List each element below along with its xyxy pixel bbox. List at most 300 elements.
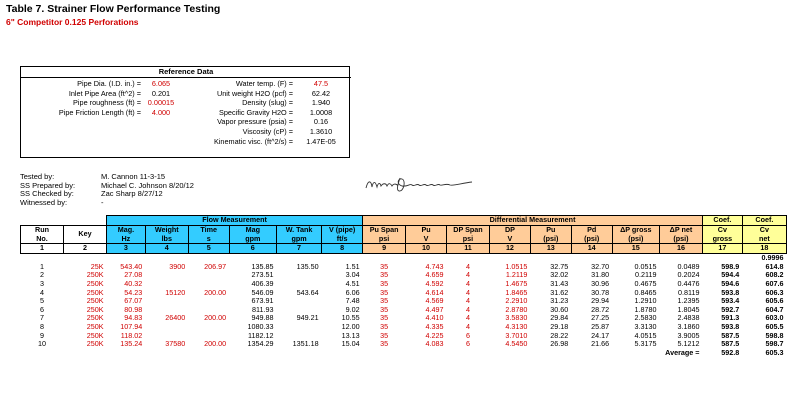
column-number: 3 (107, 244, 146, 254)
table-cell: 591.3 (721, 314, 740, 323)
column-header-line2: Hz (121, 233, 131, 243)
reference-value: 1.3610 (309, 127, 333, 136)
column-header-line1: Cv (759, 225, 769, 234)
table-cell: 0.8119 (678, 288, 700, 297)
column-number: 12 (490, 244, 531, 254)
table-row (21, 323, 787, 332)
table-row (21, 271, 787, 280)
column-header-line1: W. Tank (285, 225, 313, 234)
table-cell: 1.8780 (634, 305, 657, 314)
table-cell: 406.39 (251, 279, 274, 288)
table-cell: 4.659 (425, 271, 444, 280)
table-cell: 587.5 (721, 340, 740, 349)
column-header (571, 226, 612, 244)
column-header (406, 226, 447, 244)
table-cell: 4.743 (425, 262, 444, 271)
reference-value: 0.00015 (147, 98, 175, 108)
table-cell: 80.98 (124, 305, 143, 314)
tested-label: SS Checked by: (20, 189, 74, 199)
column-number: 15 (612, 244, 659, 254)
column-header (490, 226, 531, 244)
table-cell: 250K (86, 288, 104, 297)
table-cell: 250K (86, 340, 104, 349)
column-header-line2: lbs (161, 233, 172, 243)
table-cell: 605.6 (765, 297, 784, 306)
table-cell: 200.00 (204, 314, 227, 323)
table-cell (276, 323, 321, 332)
average-spacer (21, 349, 613, 358)
table-cell: 135.24 (120, 340, 143, 349)
table-cell: 1.2119 (505, 271, 528, 280)
table-cell: 31.80 (591, 271, 610, 280)
reference-value: 1.0008 (309, 107, 333, 117)
column-number: 4 (145, 244, 188, 254)
table-cell (490, 254, 531, 263)
column-header (742, 226, 786, 244)
differential-measurement-section: Differential Measurement (363, 216, 703, 226)
table-cell: 543.40 (120, 262, 143, 271)
table-cell (276, 280, 321, 289)
table-cell: 250K (86, 297, 104, 306)
table-cell: 4.497 (425, 305, 444, 314)
table-row (21, 263, 787, 272)
column-header-line1: Mag (245, 225, 260, 234)
table-cell: 4.3130 (505, 322, 528, 331)
table-cell: 35 (380, 262, 389, 271)
table-cell (363, 254, 406, 263)
column-header-line2: gross (712, 233, 733, 243)
table-cell: 9 (40, 331, 44, 340)
column-header-line2: gpm (245, 233, 261, 243)
table-cell: 15120 (165, 288, 186, 297)
column-header-line2: (psi) (628, 233, 644, 243)
table-cell: 250K (86, 322, 104, 331)
table-cell (188, 254, 229, 263)
table-cell (702, 254, 742, 263)
column-header-line1: Key (78, 229, 92, 239)
reference-label: Specific Gravity H2O = (218, 107, 293, 117)
table-cell: 0.4476 (677, 279, 700, 288)
column-header-line1: Mag. (117, 225, 135, 234)
column-number: 17 (702, 244, 742, 254)
reference-value: 4.000 (151, 107, 171, 117)
column-number: 18 (742, 244, 786, 254)
column-header-line2: (psi) (584, 233, 600, 243)
table-cell: 594.6 (721, 279, 740, 288)
reference-label: Pipe Friction Length (ft) = (58, 107, 141, 117)
table-cell: 35 (380, 322, 389, 331)
column-number: 2 (64, 244, 107, 254)
column-header-line2: No. (36, 233, 48, 243)
table-cell: 25.87 (591, 322, 610, 331)
table-cell: 31.43 (550, 279, 569, 288)
column-number: 6 (229, 244, 276, 254)
signature-image (362, 174, 482, 196)
reference-data-heading: Reference Data (21, 67, 351, 78)
table-cell: 4 (465, 322, 470, 331)
table-cell (145, 254, 188, 263)
column-header (107, 226, 146, 244)
table-cell: 587.5 (721, 331, 740, 340)
table-cell: 1.0515 (505, 262, 528, 271)
table-cell: 546.09 (251, 288, 274, 297)
table-cell: 614.8 (765, 262, 784, 271)
table-cell: 949.88 (251, 314, 274, 323)
table-cell: 4.410 (425, 314, 444, 323)
table-cell: 25K (90, 262, 104, 271)
table-cell: 6 (465, 340, 470, 349)
table-cell: 5.1212 (677, 340, 700, 349)
table-cell (188, 332, 229, 341)
table-cell: 3.3130 (634, 322, 657, 331)
column-header-line1: Run (35, 225, 49, 234)
table-cell: 35 (380, 340, 389, 349)
average-cv-net: 605.3 (765, 348, 784, 357)
table-cell: 26.98 (550, 340, 569, 349)
column-header-line1: ΔP gross (620, 225, 652, 234)
table-cell: 4 (465, 279, 470, 288)
table-cell: 598.7 (765, 340, 784, 349)
table-cell: 1.51 (345, 262, 360, 271)
reference-value: 47.5 (313, 79, 329, 88)
table-cell: 200.00 (204, 288, 227, 297)
table-cell: 4.083 (425, 340, 444, 349)
table-cell: 598.8 (765, 331, 784, 340)
table-cell: 3900 (169, 262, 186, 271)
table-cell (571, 254, 612, 263)
column-header-line1: DP (504, 225, 515, 234)
table-cell: 5 (40, 297, 44, 306)
coef-net-section: Coef. (742, 216, 786, 226)
table-cell (145, 306, 188, 315)
column-header (64, 226, 107, 244)
column-header (322, 226, 363, 244)
table-cell: 5.3175 (634, 340, 657, 349)
table-cell: 3.1860 (677, 322, 700, 331)
table-cell: 0.2119 (635, 271, 657, 280)
column-header (145, 226, 188, 244)
table-cell: 0.8465 (634, 288, 657, 297)
table-cell: 94.83 (124, 314, 143, 323)
table-cell: 606.3 (765, 288, 784, 297)
reference-data-box (20, 66, 350, 158)
table-cell: 4 (40, 288, 44, 297)
table-cell: 593.8 (721, 288, 740, 297)
table-cell: 10 (38, 340, 46, 349)
table-cell: 35 (380, 314, 389, 323)
table-cell (145, 332, 188, 341)
table-cell (276, 297, 321, 306)
table-cell (188, 280, 229, 289)
table-cell: 27.25 (591, 314, 610, 323)
table-cell: 4.335 (425, 322, 444, 331)
table-cell: 250K (86, 331, 104, 340)
table-cell: 32.75 (550, 262, 569, 271)
table-cell: 32.70 (591, 262, 610, 271)
table-cell: 2.2910 (505, 297, 528, 306)
reference-label: Viscosity (cP) = (242, 127, 293, 136)
table-cell: 15.04 (341, 340, 360, 349)
table-cell: 608.2 (765, 271, 784, 280)
average-row (21, 349, 787, 358)
table-cell (612, 254, 659, 263)
column-header (229, 226, 276, 244)
tested-value: - (101, 198, 104, 208)
table-cell: 2 (40, 271, 44, 280)
table-cell: 673.91 (251, 297, 274, 306)
table-cell: 35 (380, 305, 389, 314)
column-header (659, 226, 702, 244)
table-cell: 0.0515 (634, 262, 657, 271)
column-header (276, 226, 321, 244)
table-cell: 1 (40, 262, 44, 271)
column-header-line1: V (pipe) (328, 225, 356, 234)
column-number: 9 (363, 244, 406, 254)
table-cell: 1182.12 (248, 331, 274, 340)
table-cell: 4.225 (425, 331, 444, 340)
table-cell: 3.04 (345, 271, 360, 280)
table-cell: 29.18 (550, 322, 569, 331)
table-cell: 603.0 (765, 314, 784, 323)
column-header-line2: ft/s (336, 233, 348, 243)
pre-row (21, 254, 787, 263)
table-cell: 4.569 (425, 297, 444, 306)
page-title: Table 7. Strainer Flow Performance Testing (6, 3, 221, 15)
table-cell (188, 297, 229, 306)
table-cell: 7.48 (345, 297, 360, 306)
table-cell: 949.21 (296, 314, 319, 323)
table-cell: 1080.33 (247, 322, 274, 331)
column-number: 16 (659, 244, 702, 254)
table-cell: 135.85 (251, 262, 274, 271)
table-cell (276, 271, 321, 280)
table-cell: 593.4 (721, 297, 740, 306)
table-cell (276, 254, 321, 263)
table-cell: 4 (465, 288, 470, 297)
pre-row-value: 0.9996 (761, 253, 784, 263)
table-cell: 605.5 (765, 322, 784, 331)
table-cell: 3 (40, 279, 44, 288)
table-cell (659, 254, 702, 263)
table-cell: 4.5450 (505, 340, 528, 349)
table-cell: 1354.29 (247, 340, 274, 349)
tested-label: Witnessed by: (20, 198, 68, 208)
table-cell: 35 (380, 297, 389, 306)
table-cell: 1.2395 (677, 297, 700, 306)
table-cell: 3.5830 (505, 314, 528, 323)
column-number: 8 (322, 244, 363, 254)
performance-table (20, 215, 787, 357)
table-cell (229, 254, 276, 263)
table-cell (188, 271, 229, 280)
column-number: 7 (276, 244, 321, 254)
column-header (530, 226, 571, 244)
column-header-row (21, 226, 787, 244)
column-header-line1: Pu (421, 225, 431, 234)
table-row (21, 332, 787, 341)
table-cell: 1.4675 (505, 279, 528, 288)
table-cell: 2.4838 (677, 314, 700, 323)
column-header (188, 226, 229, 244)
column-header-line2: net (758, 233, 770, 243)
table-cell: 35 (380, 288, 389, 297)
table-cell: 2.8780 (505, 305, 528, 314)
column-header-line2: (psi) (673, 233, 689, 243)
column-number: 11 (446, 244, 489, 254)
table-cell: 273.51 (251, 271, 274, 280)
table-cell: 594.4 (721, 271, 740, 280)
table-cell: 29.94 (591, 297, 610, 306)
table-cell: 4 (465, 262, 470, 271)
reference-label: Vapor pressure (psia) = (217, 117, 293, 127)
table-cell (64, 254, 107, 263)
column-header (446, 226, 489, 244)
table-cell: 604.7 (765, 305, 784, 314)
table-cell: 30.96 (591, 279, 610, 288)
table-cell: 250K (86, 305, 104, 314)
table-cell: 24.17 (591, 331, 610, 340)
column-header-line2: psi (462, 233, 474, 243)
reference-value: 62.42 (311, 88, 331, 98)
table-cell: 8 (40, 322, 44, 331)
table-cell: 0.0489 (677, 262, 700, 271)
reference-value: 0.201 (151, 88, 171, 98)
table-cell (406, 254, 447, 263)
table-row (21, 280, 787, 289)
column-header-line1: ΔP net (669, 225, 693, 234)
table-cell: 40.32 (124, 279, 143, 288)
coef-gross-section: Coef. (702, 216, 742, 226)
reference-value: 0.16 (313, 117, 329, 127)
table-cell (276, 306, 321, 315)
table-cell: 30.60 (550, 305, 569, 314)
table-cell: 35 (380, 279, 389, 288)
table-cell: 12.00 (341, 322, 360, 331)
table-cell: 4 (465, 305, 470, 314)
table-cell: 593.8 (721, 322, 740, 331)
table-cell: 543.64 (296, 288, 319, 297)
table-cell (107, 254, 146, 263)
table-cell (188, 323, 229, 332)
column-header-line1: Cv (717, 225, 727, 234)
table-cell: 6.06 (345, 288, 360, 297)
table-cell: 598.9 (721, 262, 740, 271)
table-cell: 30.78 (591, 288, 610, 297)
flow-measurement-section: Flow Measurement (107, 216, 363, 226)
table-cell (21, 254, 64, 263)
table-cell: 2.5830 (634, 314, 657, 323)
page-subtitle: 6" Competitor 0.125 Perforations (6, 17, 139, 27)
table-cell: 6 (40, 305, 44, 314)
table-cell: 27.08 (124, 271, 143, 280)
table-cell: 4.0515 (634, 331, 657, 340)
table-cell: 9.02 (345, 305, 360, 314)
table-cell: 607.6 (765, 279, 784, 288)
column-header-line2: V (423, 233, 429, 243)
table-cell: 6 (465, 331, 470, 340)
tested-value: Michael C. Johnson 8/20/12 (101, 180, 194, 190)
column-header-line1: Weight (154, 225, 179, 234)
column-header-line2: V (507, 233, 513, 243)
table-cell: 4.614 (425, 288, 444, 297)
table-cell (188, 306, 229, 315)
column-header-line1: Pd (587, 225, 597, 234)
table-cell: 592.7 (721, 305, 740, 314)
table-cell (276, 332, 321, 341)
table-cell: 10.55 (341, 314, 360, 323)
table-cell: 1.2910 (634, 297, 657, 306)
column-header-line1: Pu Span (369, 225, 399, 234)
table-cell: 118.02 (120, 331, 143, 340)
table-cell: 1351.18 (292, 340, 319, 349)
reference-value: 1.47E-05 (306, 136, 336, 146)
table-cell: 206.97 (204, 262, 227, 271)
column-header (702, 226, 742, 244)
table-cell (145, 271, 188, 280)
reference-label: Water temp. (F) = (235, 79, 293, 88)
column-header-line1: DP Span (453, 225, 483, 234)
column-number: 10 (406, 244, 447, 254)
tested-label: SS Prepared by: (20, 180, 76, 190)
tested-label: Tested by: (20, 172, 55, 181)
table-cell: 200.00 (204, 340, 227, 349)
table-cell: 4 (465, 271, 470, 280)
table-row (21, 314, 787, 323)
table-cell: 250K (86, 279, 104, 288)
table-cell (446, 254, 489, 263)
column-header-line1: Time (200, 225, 218, 234)
table-cell (145, 280, 188, 289)
table-cell: 67.07 (124, 297, 143, 306)
reference-label: Unit weight H2O (pcf) = (216, 88, 293, 98)
table-cell: 1.8465 (505, 288, 528, 297)
table-cell: 37580 (165, 340, 186, 349)
table-cell (322, 254, 363, 263)
tested-value: M. Cannon 11-3-15 (101, 172, 166, 181)
column-header-line2: s (206, 233, 211, 243)
table-cell: 135.50 (296, 262, 319, 271)
reference-value: 1.940 (311, 98, 331, 108)
table-cell: 31.62 (550, 288, 569, 297)
column-number: 13 (530, 244, 571, 254)
table-row (21, 297, 787, 306)
table-cell: 29.84 (550, 314, 569, 323)
column-header-line2: psi (378, 233, 390, 243)
tested-value: Zac Sharp 8/27/12 (101, 189, 163, 199)
average-cv-gross: 592.8 (721, 348, 740, 357)
table-cell: 32.02 (550, 271, 569, 280)
table-cell: 13.13 (341, 331, 360, 340)
average-label: Average = (665, 348, 700, 357)
table-cell: 28.72 (591, 305, 610, 314)
table-cell: 54.23 (124, 288, 143, 297)
table-cell: 107.94 (120, 322, 143, 331)
table-cell: 4.592 (425, 279, 444, 288)
table-cell: 4.51 (345, 279, 360, 288)
column-header-line1: Pu (546, 225, 556, 234)
table-row (21, 306, 787, 315)
table-cell (530, 254, 571, 263)
table-cell: 21.66 (591, 340, 610, 349)
reference-value: 6.065 (151, 79, 171, 88)
reference-label: Density (slug) = (242, 98, 293, 108)
table-cell: 26400 (165, 314, 186, 323)
table-cell: 0.4675 (634, 279, 657, 288)
table-cell (145, 297, 188, 306)
table-cell: 1.8045 (677, 305, 700, 314)
column-header (612, 226, 659, 244)
table-cell: 811.93 (252, 305, 274, 314)
